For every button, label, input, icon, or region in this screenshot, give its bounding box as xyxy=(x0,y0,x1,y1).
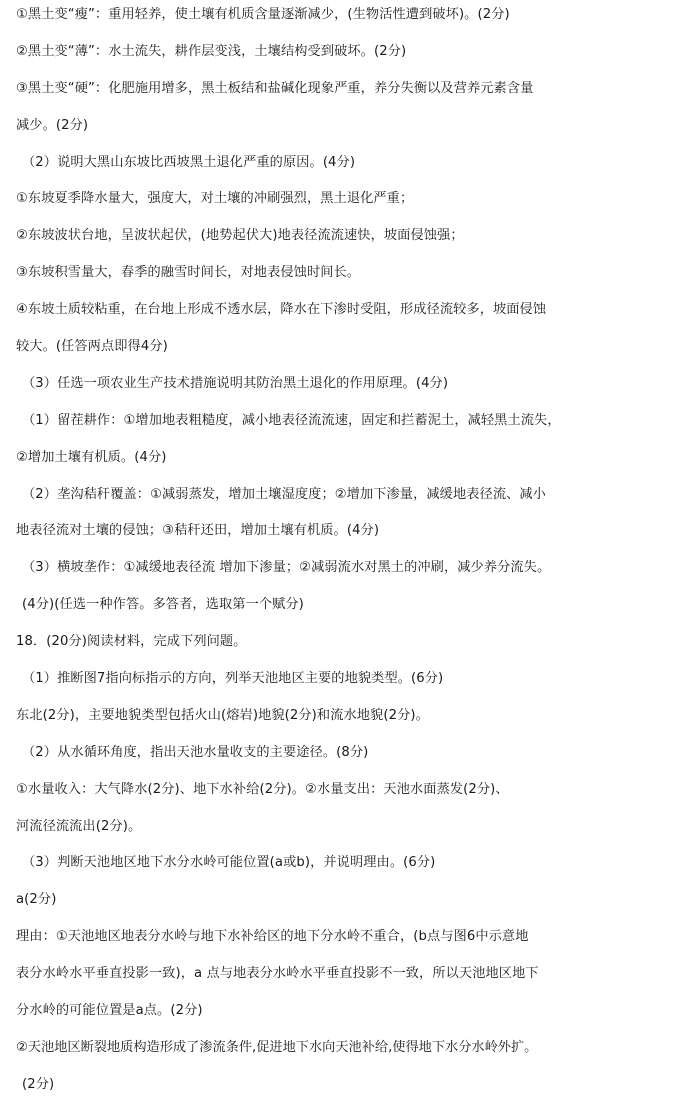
question-line: （3）任选一项农业生产技术措施说明其防治黑土退化的作用原理。(4分) xyxy=(22,375,449,391)
answer-line: 理由：①天池地区地表分水岭与地下水补给区的地下分水岭不重合，(b点与图6中示意地 xyxy=(16,929,529,945)
answer-line: （2）垄沟秸秆覆盖：①减弱蒸发，增加土壤湿度度；②增加下渗量，减缓地表径流、减小 xyxy=(22,486,546,502)
question-line: （2）说明大黑山东坡比西坡黑土退化严重的原因。(4分) xyxy=(22,154,356,170)
question-heading: 18．(20分)阅读材料，完成下列问题。 xyxy=(16,634,247,650)
answer-line: ③黑土变“硬”：化肥施用增多，黑土板结和盐碱化现象严重，养分失衡以及营养元素含量 xyxy=(16,80,534,96)
answer-line: ②天池地区断裂地质构造形成了渗流条件,促进地下水向天池补给,使得地下水分水岭外扩。 xyxy=(16,1039,538,1055)
answer-line: ④东坡土质较粘重，在台地上形成不透水层，降水在下渗时受阻，形成径流较多，坡面侵蚀 xyxy=(16,302,547,318)
answer-line: ①水量收入：大气降水(2分)、地下水补给(2分)。②水量支出：天池水面蒸发(2分)、 xyxy=(16,781,509,797)
answer-line: 分水岭的可能位置是a点。(2分) xyxy=(16,1003,203,1019)
answer-line: ①东坡夏季降水量大，强度大，对土壤的冲刷强烈，黑土退化严重； xyxy=(16,191,414,207)
question-line: （3）判断天池地区地下水分水岭可能位置(a或b)，并说明理由。(6分) xyxy=(22,855,436,871)
answer-line: 东北(2分)，主要地貌类型包括火山(熔岩)地貌(2分)和流水地貌(2分)。 xyxy=(16,707,429,723)
answer-line: (2分) xyxy=(22,1076,55,1092)
answer-line: （1）留茬耕作：①增加地表粗糙度，减小地表径流流速，固定和拦蓄泥土，减轻黑土流失， xyxy=(22,412,561,428)
question-line: （1）推断图7指向标指示的方向，列举天池地区主要的地貌类型。(6分) xyxy=(22,671,444,687)
answer-line: ②黑土变“薄”：水土流失，耕作层变浅，土壤结构受到破坏。(2分) xyxy=(16,43,407,59)
answer-line: 减少。(2分) xyxy=(16,117,89,133)
answer-line: ①黑土变“瘦”：重用轻养，使土壤有机质含量逐渐减少，(生物活性遭到破坏)。(2分) xyxy=(16,7,510,22)
answer-line: 地表径流对土壤的侵蚀；③秸秆还田，增加土壤有机质。(4分) xyxy=(16,523,380,539)
answer-line: a(2分) xyxy=(16,892,57,908)
answer-line: (4分)(任选一种作答。多答者，选取第一个赋分) xyxy=(22,597,304,613)
question-line: （2）从水循环角度，指出天池水量收支的主要途径。(8分) xyxy=(22,744,369,760)
answer-line: ③东坡积雪量大，春季的融雪时间长，对地表侵蚀时间长。 xyxy=(16,265,361,281)
answer-line: 表分水岭水平垂直投影一致)，a 点与地表分水岭水平垂直投影不一致，所以天池地区地下 xyxy=(16,966,539,982)
answer-line: （3）横坡垄作：①减缓地表径流 增加下渗量；②减弱流水对黑土的冲刷，减少养分流失。 xyxy=(22,560,551,576)
answer-line: 河流径流流出(2分)。 xyxy=(16,818,142,834)
answer-line: 较大。(任答两点即得4分) xyxy=(16,339,168,355)
answer-line: ②增加土壤有机质。(4分) xyxy=(16,449,167,465)
answer-line: ②东坡波状台地，呈波状起伏，(地势起伏大)地表径流流速快，坡面侵蚀强； xyxy=(16,228,464,244)
